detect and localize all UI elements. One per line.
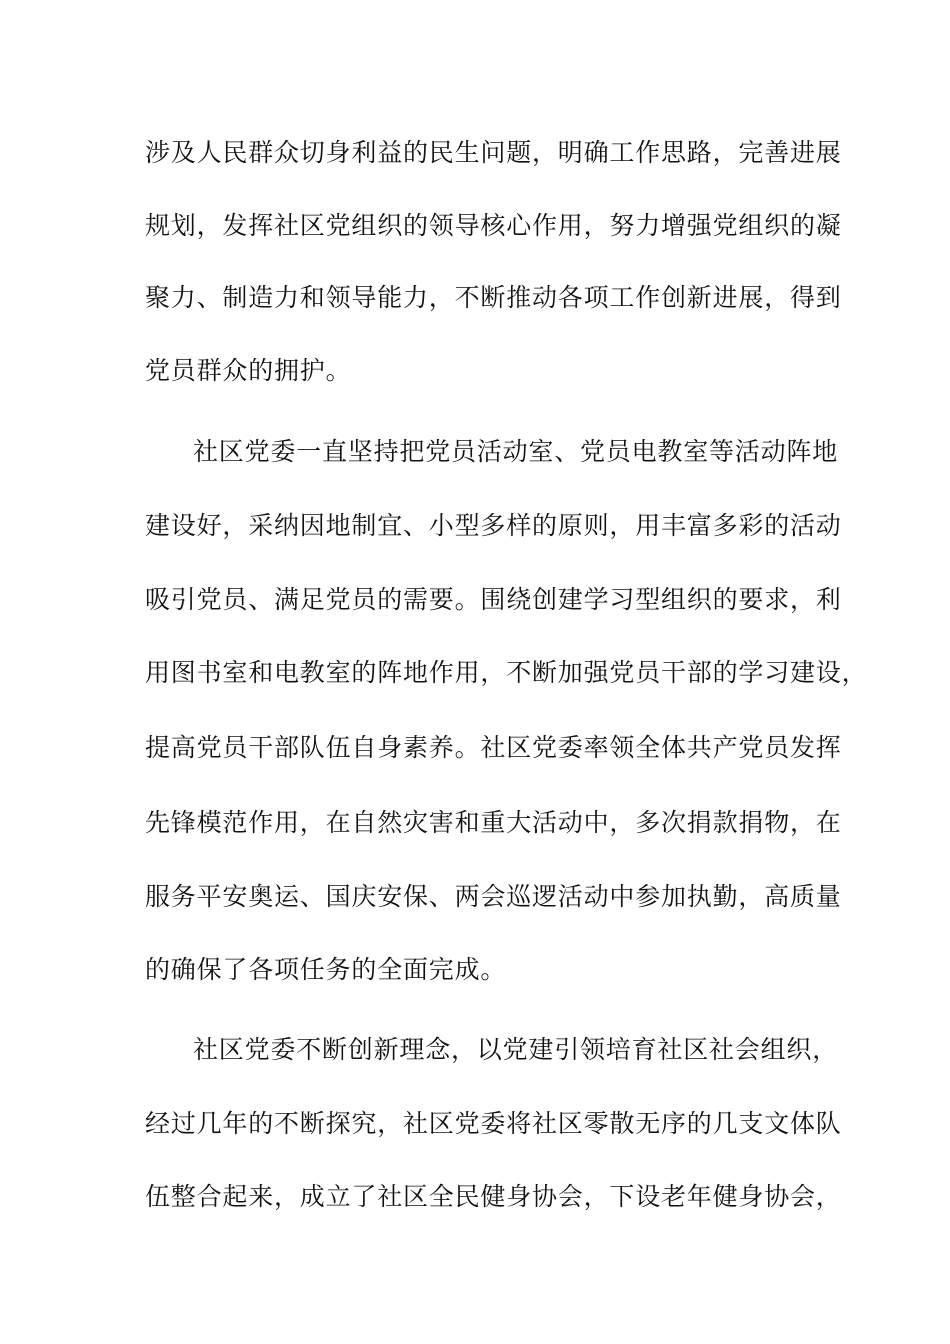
- text-line-11: 服务平安奥运、国庆安保、两会巡逻活动中参加执勤，高质量: [145, 882, 842, 911]
- text-line-3: 聚力、制造力和领导能力，不断推动各项工作创新进展，得到: [145, 283, 842, 312]
- text-line-4: 党员群众的拥护。: [145, 356, 352, 385]
- text-line-6: 建设好，采纳因地制宜、小型多样的原则，用丰富多彩的活动: [145, 511, 842, 540]
- text-line-15: 伍整合起来，成立了社区全民健身协会，下设老年健身协会，: [145, 1182, 842, 1211]
- text-line-12: 的确保了各项任务的全面完成。: [145, 955, 507, 984]
- text-line-9: 提高党员干部队伍自身素养。社区党委率领全体共产党员发挥: [145, 733, 842, 762]
- text-line-2: 规划，发挥社区党组织的领导核心作用，努力增强党组织的凝: [145, 211, 842, 240]
- text-line-5: 社区党委一直坚持把党员活动室、党员电教室等活动阵地: [193, 437, 839, 466]
- text-line-7: 吸引党员、满足党员的需要。围绕创建学习型组织的要求，利: [145, 585, 842, 614]
- text-line-13: 社区党委不断创新理念，以党建引领培育社区社会组织，: [193, 1035, 839, 1064]
- text-line-8: 用图书室和电教室的阵地作用，不断加强党员干部的学习建设，: [145, 658, 868, 687]
- text-line-14: 经过几年的不断探究，社区党委将社区零散无序的几支文体队: [145, 1109, 842, 1138]
- text-line-1: 涉及人民群众切身利益的民生问题，明确工作思路，完善进展: [145, 138, 842, 167]
- text-line-10: 先锋模范作用，在自然灾害和重大活动中，多次捐款捐物，在: [145, 808, 842, 837]
